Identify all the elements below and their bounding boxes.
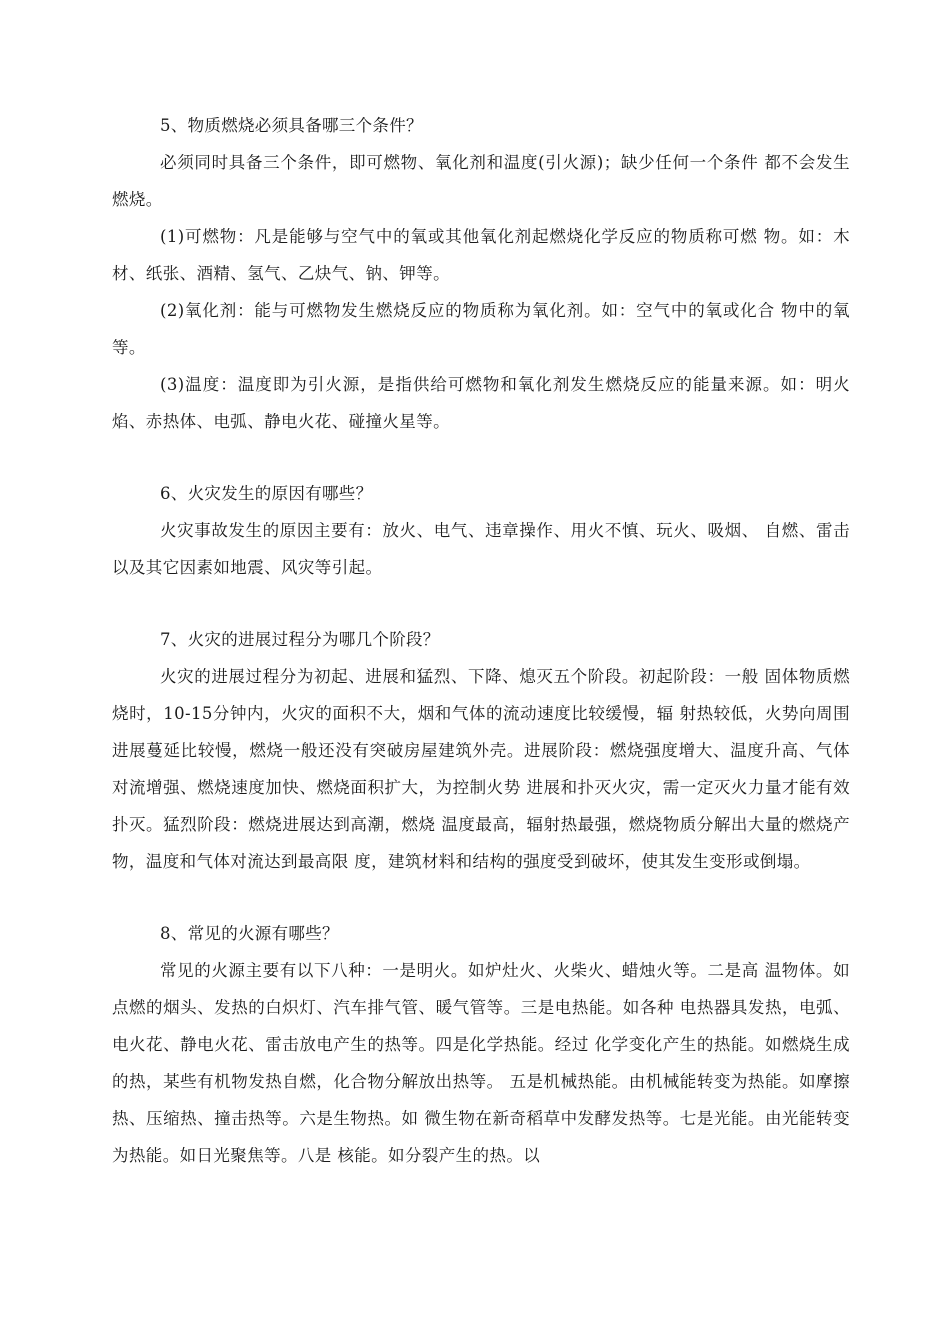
section-5 [112, 108, 850, 440]
section-7 [112, 622, 850, 880]
answer-paragraph: (3)温度：温度即为引火源，是指供给可燃物和氧化剂发生燃烧反应的能量来源。如：明火焰、赤热体、电弧、静电火花、碰撞火星等。 [112, 375, 850, 431]
document-page [112, 108, 850, 1174]
section-6 [112, 476, 850, 586]
answer-paragraph: (1)可燃物：凡是能够与空气中的氧或其他氧化剂起燃烧化学反应的物质称可燃 物。如：木材、纸张、酒精、氢气、乙炔气、钠、钾等。 [112, 227, 850, 283]
question-heading: 8、常见的火源有哪些？ [160, 924, 339, 943]
answer-paragraph: (2)氧化剂：能与可燃物发生燃烧反应的物质称为氧化剂。如：空气中的氧或化合 物中的氧等。 [112, 301, 850, 357]
answer-paragraph: 常见的火源主要有以下八种：一是明火。如炉灶火、火柴火、蜡烛火等。二是高 温物体。如点燃的烟头、发热的白炽灯、汽车排气管、暖气管等。三是电热能。如各种 电热器具发热，电弧、电火花、静电火花、雷击放电产生的热等。四是化学热能。经过 化学变化产生的热能。如燃烧生成的热，某些有机物发热自燃，化合物分解放出热等。 五是机械热能。由机械能转变为热能。如摩擦热、压缩热、撞击热等。六是生物热。如 微生物在新奇稻草中发酵发热等。七是光能。由光能转变为热能。如日光聚焦等。八是 核能。如分裂产生的热。以 [112, 961, 850, 1165]
section-8 [112, 916, 850, 1174]
answer-paragraph: 火灾的进展过程分为初起、进展和猛烈、下降、熄灭五个阶段。初起阶段：一般 固体物质燃烧时，10-15分钟内，火灾的面积不大，烟和气体的流动速度比较缓慢，辐 射热较低，火势向周围进展蔓延比较慢，燃烧一般还没有突破房屋建筑外壳。进展阶段：燃烧强度增大、温度升高、气体对流增强、燃烧速度加快、燃烧面积扩大，为控制火势 进展和扑灭火灾，需一定灭火力量才能有效扑灭。猛烈阶段：燃烧进展达到高潮，燃烧 温度最高，辐射热最强，燃烧物质分解出大量的燃烧产物，温度和气体对流达到最高限 度，建筑材料和结构的强度受到破坏，使其发生变形或倒塌。 [112, 667, 850, 871]
question-heading: 6、火灾发生的原因有哪些？ [160, 484, 373, 503]
answer-paragraph: 必须同时具备三个条件，即可燃物、氧化剂和温度(引火源)；缺少任何一个条件 都不会发生燃烧。 [112, 153, 850, 209]
question-heading: 7、火灾的进展过程分为哪几个阶段？ [160, 630, 440, 649]
answer-paragraph: 火灾事故发生的原因主要有：放火、电气、违章操作、用火不慎、玩火、吸烟、 自燃、雷击以及其它因素如地震、风灾等引起。 [112, 521, 850, 577]
question-heading: 5、物质燃烧必须具备哪三个条件？ [160, 116, 423, 135]
